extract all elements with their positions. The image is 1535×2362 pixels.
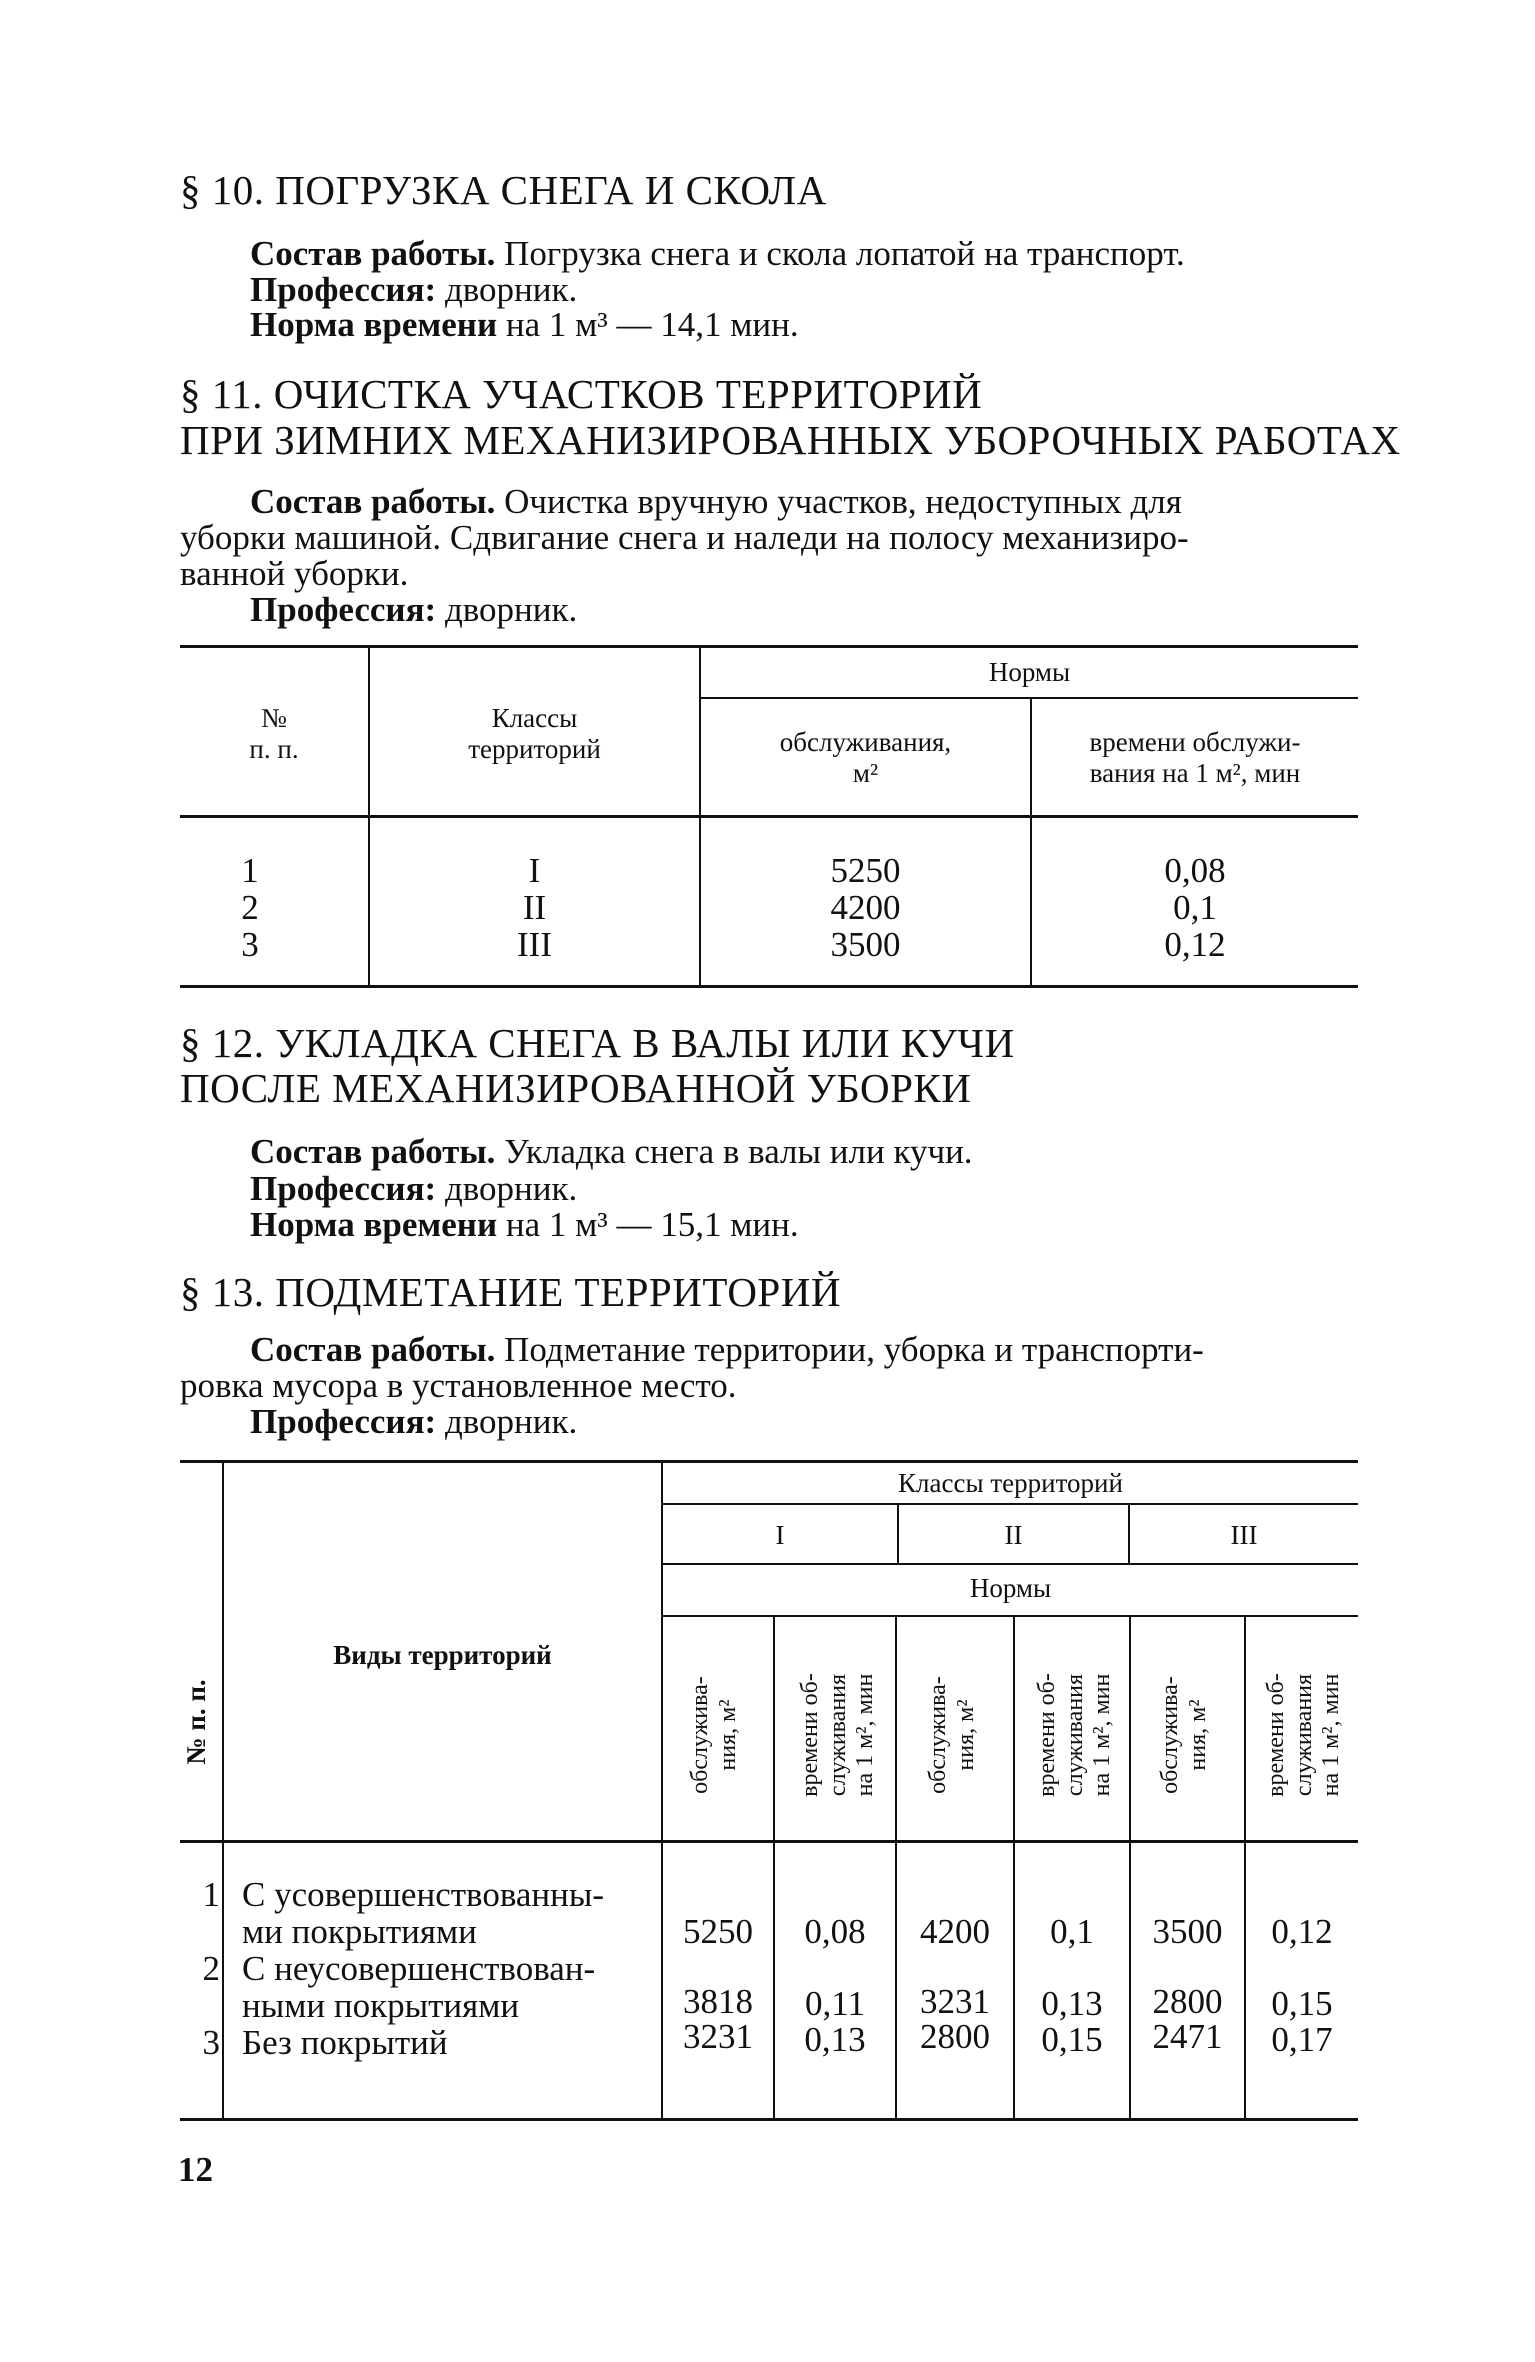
table-class-rule	[663, 1503, 1358, 1505]
kind-line: С неусовершенствован-	[242, 1949, 596, 1988]
section-13-profession	[250, 1404, 577, 1439]
col-group-classes: Классы территорий	[898, 1468, 1123, 1498]
table-cell: 3500	[1152, 1912, 1223, 1951]
table-cell: 3231	[683, 2017, 753, 2056]
class-I: I	[775, 1520, 785, 1550]
profession-label: Профессия:	[250, 590, 437, 629]
section-12-profession	[250, 1171, 577, 1206]
section-12-title-line-1: § 12. УКЛАДКА СНЕГА В ВАЛЫ ИЛИ КУЧИ	[180, 1020, 1015, 1066]
header-line: ния, м²	[952, 1699, 979, 1771]
table-header-rule	[180, 1840, 1358, 1843]
table-top-rule	[180, 1460, 1358, 1463]
header-line: служивания	[1290, 1673, 1317, 1797]
section-10-profession	[250, 272, 577, 307]
section-12-title-line-2: ПОСЛЕ МЕХАНИЗИРОВАННОЙ УБОРКИ	[180, 1065, 972, 1111]
kind-line: ми покрытиями	[242, 1912, 477, 1951]
table-divider	[222, 1463, 224, 2118]
table-cell: 2800	[1152, 1982, 1223, 2021]
header-line: служивания	[824, 1673, 851, 1797]
work-text: Укладка снега в валы или кучи.	[504, 1132, 973, 1171]
table-cell: 0,17	[1271, 2020, 1333, 2059]
col-header-service-line-1: обслуживания,	[779, 727, 952, 757]
table-cell: 0,15	[1041, 2020, 1103, 2059]
table-row-number: 3	[202, 2023, 220, 2062]
work-label: Состав работы.	[250, 482, 496, 521]
table-cell: 3818	[683, 1982, 753, 2021]
table-cell: III	[517, 925, 552, 964]
table-cell: 1	[241, 851, 259, 890]
table-bottom-rule	[180, 985, 1358, 988]
col-header-time-II	[1034, 1630, 1116, 1840]
table-header-rule	[180, 815, 1358, 818]
col-header-time-I	[797, 1630, 879, 1840]
work-label: Состав работы.	[250, 1330, 496, 1369]
col-header-class-line-1: Классы	[491, 703, 578, 733]
class-III: III	[1230, 1520, 1258, 1550]
header-line: обслужива-	[925, 1676, 951, 1794]
class-II: II	[1004, 1520, 1023, 1550]
work-text: Очистка вручную участков, недоступных для	[504, 482, 1182, 521]
column-time	[1032, 852, 1358, 963]
table-cell: 4200	[920, 1912, 990, 1951]
page-number: 12	[178, 2150, 213, 2189]
section-13-title: § 13. ПОДМЕТАНИЕ ТЕРРИТОРИЙ	[180, 1269, 841, 1315]
table-row-number: 1	[202, 1875, 220, 1914]
header-line: обслужива-	[1157, 1676, 1183, 1794]
section-12-work	[250, 1134, 973, 1169]
table-cell: I	[528, 851, 541, 890]
kind-line: ными покрытиями	[242, 1986, 520, 2025]
section-11-title-line-2: ПРИ ЗИМНИХ МЕХАНИЗИРОВАННЫХ УБОРОЧНЫХ РАБОТАХ	[180, 417, 1401, 463]
table-cell: 4200	[830, 888, 901, 927]
header-line: ния, м²	[1184, 1699, 1211, 1771]
col-header-kind: Виды территорий	[333, 1640, 552, 1670]
col-header-time	[1032, 727, 1358, 789]
col-header-class-line-2: территорий	[468, 734, 601, 765]
section-13-work-line-2: ровка мусора в установленное место.	[180, 1366, 737, 1405]
table-cell: II	[522, 888, 547, 927]
header-line: времени об-	[1034, 1673, 1060, 1797]
col-header-number-line-1: №	[261, 703, 287, 733]
section-10-title: § 10. ПОГРУЗКА СНЕГА И СКОЛА	[180, 167, 827, 213]
norm-label: Норма времени	[250, 1205, 498, 1244]
col-header-service-line-2: м²	[852, 758, 879, 789]
table-bottom-rule	[180, 2118, 1358, 2121]
col-header-time-III	[1263, 1630, 1345, 1840]
table-cell: 3	[241, 925, 259, 964]
work-label: Состав работы.	[250, 234, 496, 273]
header-line: времени об-	[797, 1673, 823, 1797]
col-header-service-III	[1157, 1630, 1217, 1840]
norm-label: Норма времени	[250, 305, 498, 344]
section-11-title-line-1: § 11. ОЧИСТКА УЧАСТКОВ ТЕРРИТОРИЙ	[180, 371, 983, 417]
table-norms-rule	[663, 1615, 1358, 1617]
header-line: на 1 м², мин	[1318, 1673, 1345, 1797]
table-cell: 5250	[830, 851, 901, 890]
column-number	[180, 852, 320, 963]
table-cell: 2	[241, 888, 259, 927]
col-group-norms: Нормы	[988, 657, 1071, 687]
section-11-work-line-2: уборки машиной. Сдвигание снега и наледи на полосу механизиро-	[180, 518, 1189, 557]
table-cell: 2471	[1152, 2017, 1223, 2056]
col-header-service	[701, 727, 1030, 789]
section-11-work-line-3: ванной уборки.	[180, 554, 409, 593]
table-cell: 0,13	[804, 2020, 866, 2059]
header-line: служивания	[1061, 1673, 1088, 1797]
table-cell: 0,1	[1050, 1912, 1094, 1951]
table-cell: 2800	[920, 2017, 990, 2056]
table-cell: 0,08	[1164, 851, 1226, 890]
col-header-time-line-1: времени обслужи-	[1089, 727, 1301, 757]
col-header-service-I	[687, 1630, 747, 1840]
col-header-time-line-2: вания на 1 м², мин	[1089, 758, 1301, 789]
col-header-number-line-2: п. п.	[249, 734, 299, 765]
profession-label: Профессия:	[250, 270, 437, 309]
table-cell: 3231	[920, 1982, 990, 2021]
header-line: ния, м²	[714, 1699, 741, 1771]
table-row-number: 2	[202, 1949, 220, 1988]
profession-text: дворник.	[444, 1169, 578, 1208]
table-cell: 0,11	[805, 1984, 865, 2023]
table-cell: 0,13	[1041, 1984, 1103, 2023]
header-line: на 1 м², мин	[852, 1673, 879, 1797]
column-class	[370, 852, 699, 963]
kind-line: Без покрытий	[242, 2023, 448, 2062]
table-cell: 0,12	[1164, 925, 1226, 964]
header-line: на 1 м², мин	[1089, 1673, 1116, 1797]
table-cell: 5250	[683, 1912, 753, 1951]
profession-text: дворник.	[444, 1402, 578, 1441]
section-10-norm	[250, 307, 799, 342]
table-cell: 0,15	[1271, 1984, 1333, 2023]
kind-line: С усовершенствованны-	[242, 1875, 605, 1914]
work-label: Состав работы.	[250, 1132, 496, 1171]
work-text: Погрузка снега и скола лопатой на транспорт.	[504, 234, 1185, 273]
header-line: обслужива-	[687, 1676, 713, 1794]
table-cell: 3500	[830, 925, 901, 964]
table-class-numbers-rule	[663, 1563, 1358, 1565]
section-13-work-line-1	[250, 1332, 1204, 1367]
section-11-profession	[250, 592, 577, 627]
col-group-norms: Нормы	[969, 1573, 1052, 1603]
table-top-rule	[180, 645, 1358, 648]
table-cell: 0,08	[804, 1912, 866, 1951]
profession-text: дворник.	[444, 270, 578, 309]
col-header-number	[180, 703, 368, 765]
table-row-kind	[242, 1876, 604, 2061]
section-10-work	[250, 236, 1185, 271]
profession-label: Профессия:	[250, 1402, 437, 1441]
work-text: Подметание территории, уборка и транспорти-	[504, 1330, 1204, 1369]
profession-text: дворник.	[444, 590, 578, 629]
section-11-work-line-1	[250, 484, 1182, 519]
column-service	[701, 852, 1030, 963]
profession-label: Профессия:	[250, 1169, 437, 1208]
table-cell: 0,12	[1271, 1912, 1333, 1951]
norm-text: на 1 м³ — 14,1 мин.	[505, 305, 799, 344]
section-12-norm	[250, 1207, 799, 1242]
col-header-number: № п. п.	[181, 1679, 211, 1765]
norm-text: на 1 м³ — 15,1 мин.	[505, 1205, 799, 1244]
col-header-class	[370, 703, 699, 765]
header-line: времени об-	[1263, 1673, 1289, 1797]
col-header-service-II	[925, 1630, 985, 1840]
table-group-rule	[700, 697, 1358, 699]
table-cell: 0,1	[1173, 888, 1217, 927]
